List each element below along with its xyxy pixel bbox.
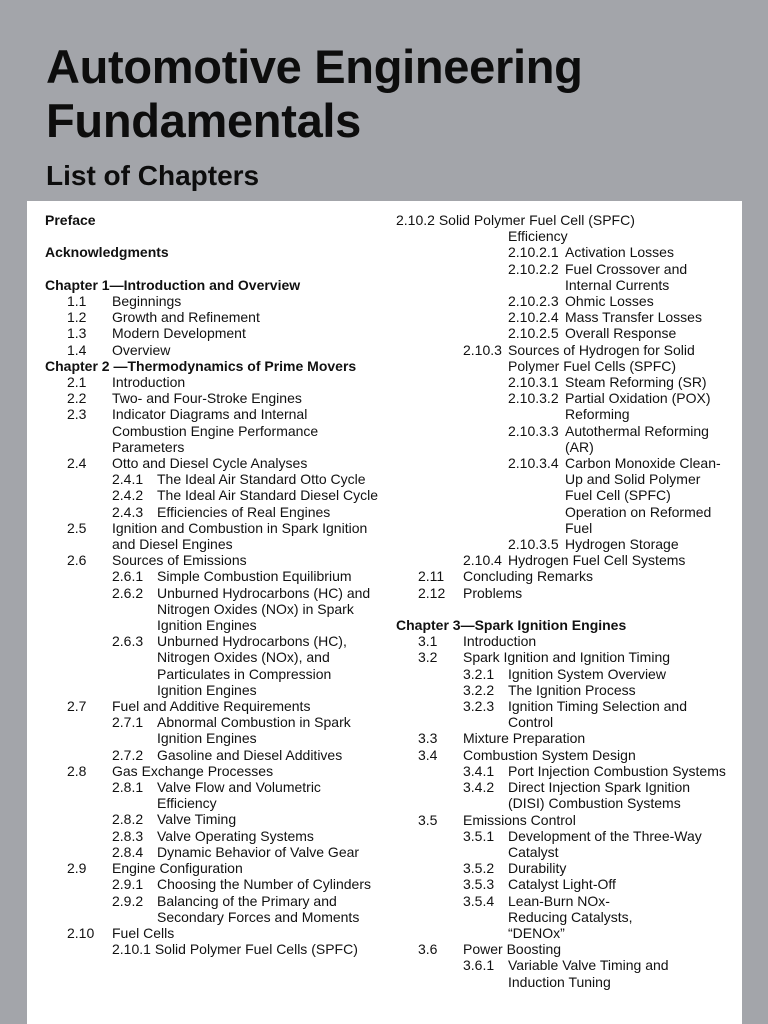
title-line-2: Fundamentals xyxy=(46,94,362,147)
toc-entry: 2.10.3 Sources of Hydrogen for Solid Polymer Fuel Cells (SPFC) xyxy=(463,341,695,374)
toc-entry: 2.10.2 Solid Polymer Fuel Cell (SPFC) xyxy=(396,212,635,228)
document-subtitle: List of Chapters xyxy=(46,160,260,191)
toc-entry: 2.4.1 The Ideal Air Standard Otto Cycle xyxy=(112,471,366,488)
toc-entry: 2.10.3.5 Hydrogen Storage xyxy=(508,536,679,553)
toc-entry: 2.10.4 Hydrogen Fuel Cell Systems xyxy=(463,552,686,569)
toc-entry: 3.2.3 Ignition Timing Selection and Control xyxy=(463,698,687,731)
chapter-3-heading: Chapter 3—Spark Ignition Engines xyxy=(396,617,627,634)
toc-entry: 2.1 Introduction xyxy=(67,374,186,390)
toc-entry: 3.2 Spark Ignition and Ignition Timing xyxy=(418,649,671,666)
toc-entry: 3.4 Combustion System Design xyxy=(418,746,636,763)
toc-entry: 2.11 Concluding Remarks xyxy=(418,568,593,585)
contents-column-left xyxy=(45,212,395,957)
toc-entry: 2.7.1 Abnormal Combustion in Spark Ignition Engines xyxy=(112,714,351,747)
contents-page xyxy=(27,201,742,1024)
toc-entry: 2.12 Problems xyxy=(418,584,523,601)
toc-entry: 1.4 Overview xyxy=(67,341,171,358)
toc-entry-continued: Efficiency xyxy=(508,228,568,245)
toc-entry: 2.10.2.5 Overall Response xyxy=(508,325,677,342)
toc-entry: 2.6.3 Unburned Hydrocarbons (HC), Nitrogen Oxides (NOx), and Particulates in Compression Ignition Engines xyxy=(112,633,347,698)
toc-entry: 2.7 Fuel and Additive Requirements xyxy=(67,698,311,715)
toc-entry: 2.10 Fuel Cells xyxy=(67,924,175,941)
preface-heading: Preface xyxy=(45,212,96,228)
toc-entry: 2.10.3.3 Autothermal Reforming (AR) xyxy=(508,422,709,455)
toc-entry: 2.8.3 Valve Operating Systems xyxy=(112,827,314,844)
toc-entry: 3.6.1 Variable Valve Timing and Induction Tuning xyxy=(463,957,669,990)
title-line-1: Automotive Engineering xyxy=(46,40,583,93)
toc-entry: 3.1 Introduction xyxy=(418,633,537,650)
toc-entry: 2.3 Indicator Diagrams and Internal Combustion Engine Performance Parameters xyxy=(67,406,319,455)
toc-entry: 2.8 Gas Exchange Processes xyxy=(67,762,274,779)
toc-entry: 2.8.2 Valve Timing xyxy=(112,811,237,828)
toc-entry: 3.2.1 Ignition System Overview xyxy=(463,665,666,682)
toc-entry: 3.4.1 Port Injection Combustion Systems xyxy=(463,762,726,779)
toc-entry: 1.2 Growth and Refinement xyxy=(67,309,260,326)
toc-entry: 2.8.4 Dynamic Behavior of Valve Gear xyxy=(112,843,360,860)
toc-entry: 2.6.2 Unburned Hydrocarbons (HC) and Nitrogen Oxides (NOx) in Spark Ignition Engines xyxy=(112,584,371,634)
toc-entry: 2.10.3.1 Steam Reforming (SR) xyxy=(508,374,707,391)
toc-entry: 2.10.1 Solid Polymer Fuel Cells (SPFC) xyxy=(112,941,358,958)
chapter-2-heading: Chapter 2 —Thermodynamics of Prime Movers xyxy=(45,357,357,374)
toc-entry: 1.3 Modern Development xyxy=(67,325,246,342)
toc-entry: 2.2 Two- and Four-Stroke Engines xyxy=(67,390,302,407)
toc-entry: 2.5 Ignition and Combustion in Spark Ignition and Diesel Engines xyxy=(67,519,368,553)
toc-entry: 3.3 Mixture Preparation xyxy=(418,730,586,747)
toc-entry: 2.4.2 The Ideal Air Standard Diesel Cycle xyxy=(112,487,378,504)
toc-entry: 3.5 Emissions Control xyxy=(418,811,576,828)
toc-entry: 1.1 Beginnings xyxy=(67,292,182,309)
toc-entry: 2.6.1 Simple Combustion Equilibrium xyxy=(112,568,352,585)
toc-entry: 3.6 Power Boosting xyxy=(418,941,562,958)
toc-entry: 3.4.2 Direct Injection Spark Ignition (DISI) Combustion Systems xyxy=(463,779,691,812)
toc-entry: 2.10.3.2 Partial Oxidation (POX) Reforming xyxy=(508,390,711,423)
toc-entry: 3.5.1 Development of the Three-Way Catalyst xyxy=(463,827,702,860)
toc-entry: 2.8.1 Valve Flow and Volumetric Efficiency xyxy=(112,779,321,812)
acknowledgments-heading: Acknowledgments xyxy=(45,244,169,261)
toc-entry: 3.5.4 Lean-Burn NOx-Reducing Catalysts, “DENOx” xyxy=(463,892,633,941)
toc-entry: 2.4.3 Efficiencies of Real Engines xyxy=(112,503,331,520)
toc-entry: 2.10.2.3 Ohmic Losses xyxy=(508,293,654,310)
toc-entry: 2.6 Sources of Emissions xyxy=(67,552,247,569)
chapter-1-heading: Chapter 1—Introduction and Overview xyxy=(45,276,301,293)
toc-entry: 2.10.2.4 Mass Transfer Losses xyxy=(508,309,702,326)
toc-entry: 3.5.2 Durability xyxy=(463,860,567,877)
toc-entry: 3.5.3 Catalyst Light-Off xyxy=(463,876,616,893)
document-title xyxy=(46,40,583,148)
toc-entry: 2.10.2.2 Fuel Crossover and Internal Currents xyxy=(508,260,688,293)
toc-entry: 2.10.2.1 Activation Losses xyxy=(508,244,674,261)
toc-entry: 2.9 Engine Configuration xyxy=(67,860,243,877)
toc-entry: 3.2.2 The Ignition Process xyxy=(463,681,636,698)
toc-entry: 2.4 Otto and Diesel Cycle Analyses xyxy=(67,455,308,472)
toc-entry: 2.9.2 Balancing of the Primary and Secondary Forces and Moments xyxy=(112,892,360,925)
contents-column-right xyxy=(396,212,736,990)
toc-entry: 2.9.1 Choosing the Number of Cylinders xyxy=(112,876,371,893)
toc-entry: 2.10.3.4 Carbon Monoxide Clean-Up and Solid Polymer Fuel Cell (SPFC) Operation on Reformed Fuel xyxy=(508,455,721,536)
toc-entry: 2.7.2 Gasoline and Diesel Additives xyxy=(112,746,343,763)
